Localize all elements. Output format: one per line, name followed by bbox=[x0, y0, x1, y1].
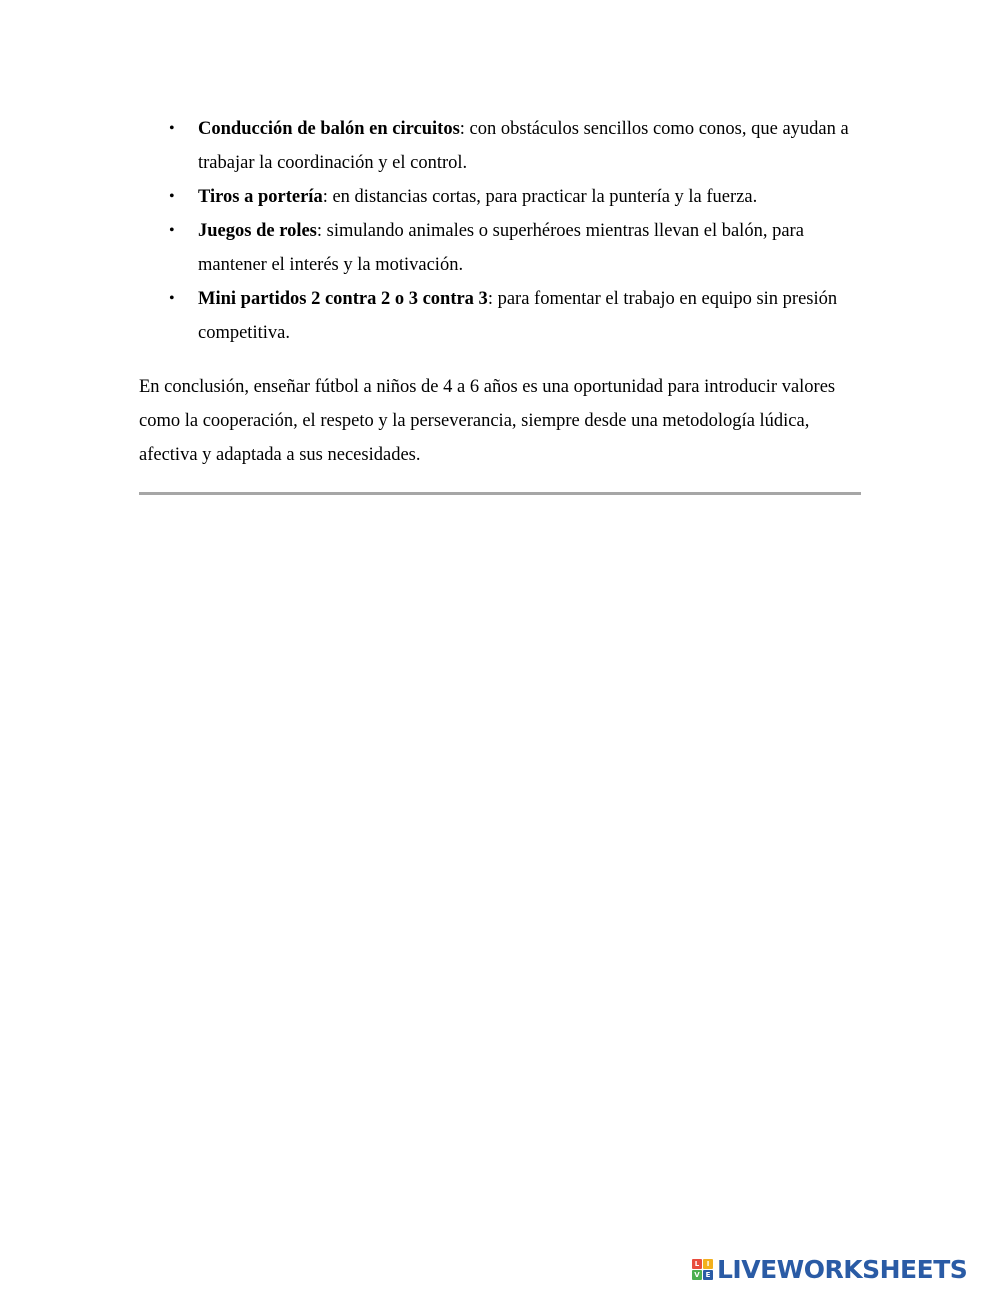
list-item-term: Juegos de roles bbox=[198, 221, 317, 241]
list-item-text: : con obstáculos sencillos como conos, que ayudan a trabajar la coordinación y el control. bbox=[198, 119, 849, 173]
list-item-term: Conducción de balón en circuitos bbox=[198, 119, 460, 139]
logo-mark-icon bbox=[692, 1259, 713, 1280]
liveworksheets-logo[interactable] bbox=[692, 1254, 967, 1284]
list-item-term: Tiros a portería bbox=[198, 187, 323, 207]
list-item-text: : en distancias cortas, para practicar la puntería y la fuerza. bbox=[322, 187, 758, 207]
bullet-icon: • bbox=[169, 120, 175, 137]
logo-text: LIVEWORKSHEETS bbox=[717, 1254, 968, 1284]
logo-mark-cell: I bbox=[703, 1259, 713, 1269]
list-item-text: : para fomentar el trabajo en equipo sin presión competitiva. bbox=[198, 289, 838, 343]
logo-mark-cell: V bbox=[692, 1270, 702, 1280]
bullet-icon: • bbox=[169, 290, 175, 307]
list-item bbox=[139, 180, 861, 214]
horizontal-divider bbox=[139, 492, 861, 495]
list-item bbox=[139, 282, 861, 350]
bullet-icon: • bbox=[169, 222, 175, 239]
bullet-icon: • bbox=[169, 188, 175, 205]
list-item-text: : simulando animales o superhéroes mientras llevan el balón, para mantener el interés y la motivación. bbox=[198, 221, 804, 275]
activity-list bbox=[139, 112, 861, 350]
logo-mark-cell: L bbox=[692, 1259, 702, 1269]
list-item bbox=[139, 112, 861, 180]
list-item bbox=[139, 214, 861, 282]
list-item-term: Mini partidos 2 contra 2 o 3 contra 3 bbox=[198, 289, 488, 309]
logo-mark-cell: E bbox=[703, 1270, 713, 1280]
conclusion-paragraph: En conclusión, enseñar fútbol a niños de 4 a 6 años es una oportunidad para introducir valores como la cooperación, el respeto y la perseverancia, siempre desde una metodología lúdica, afectiva y adaptada a sus necesidades. bbox=[139, 377, 836, 465]
